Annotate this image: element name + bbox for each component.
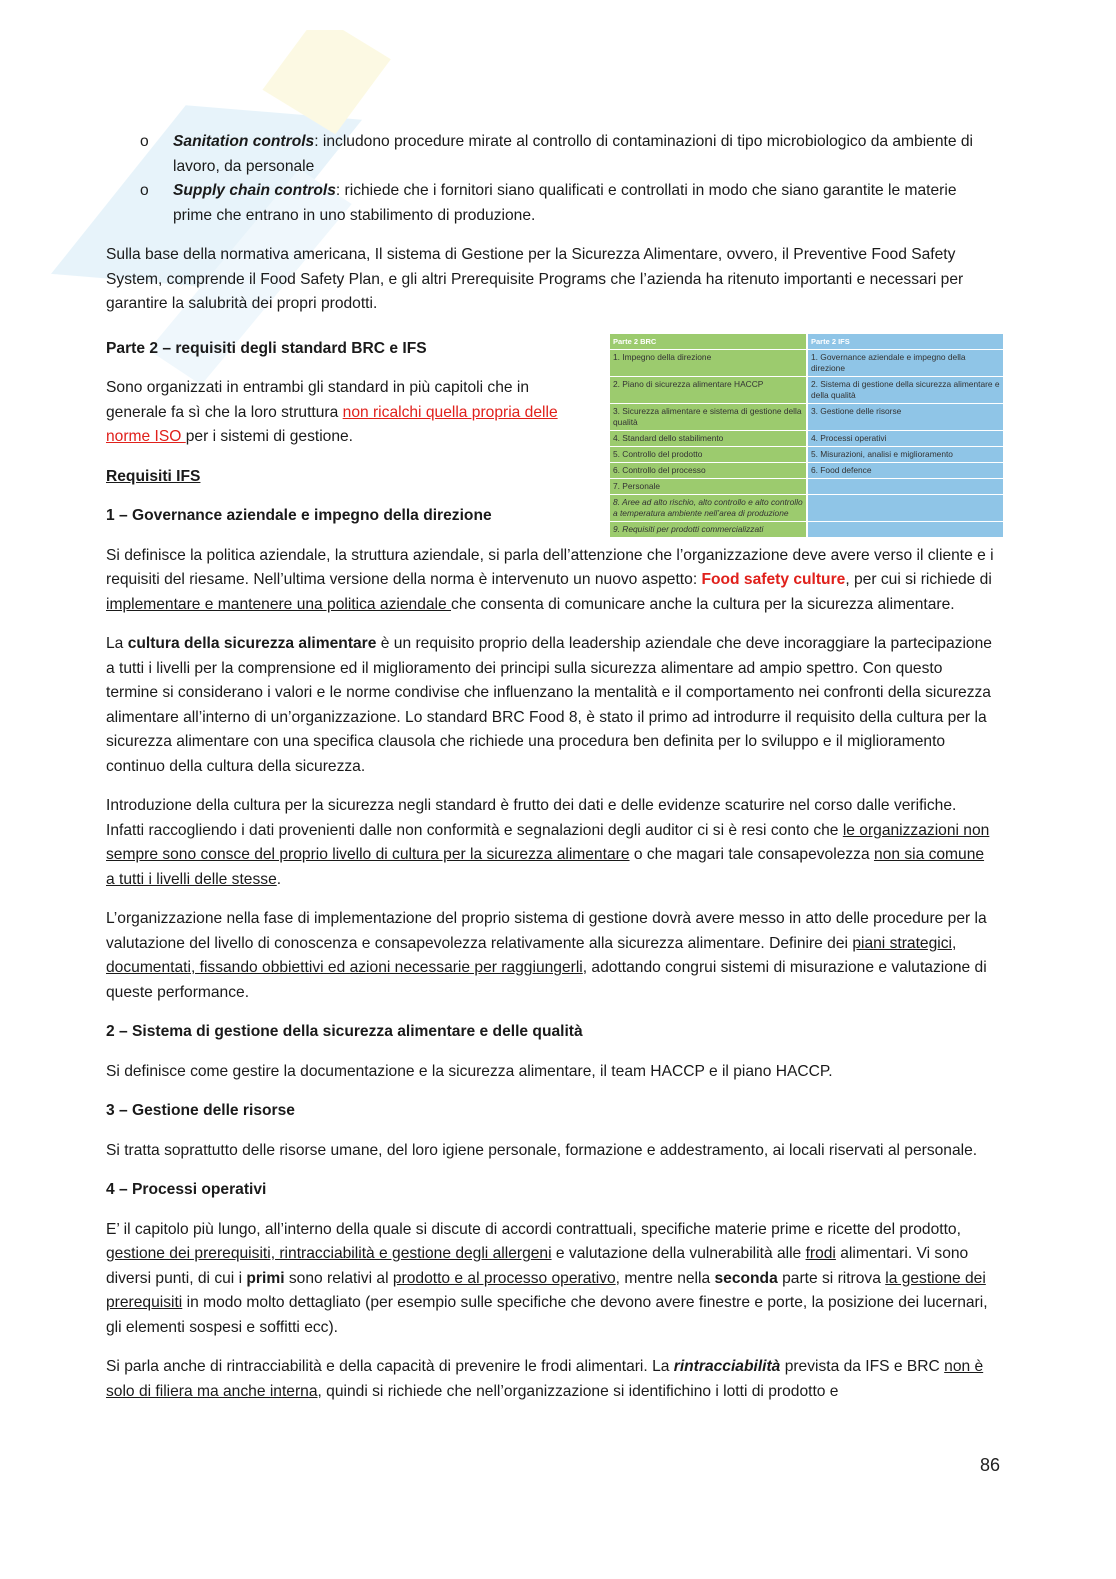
table-cell-brc: 9. Requisiti per prodotti commercializzati xyxy=(610,522,807,538)
page-content xyxy=(106,130,996,1419)
section1-paragraph-2: La cultura della sicurezza alimentare è un requisito proprio della leadership aziendale che deve incoraggiare la partecipazione a tutti i livelli per la comprensione ed il miglioramento dei principi sulla sicurezza alimentare ad ampio spettro. Con questo termine si considerano i valori e le norme condivise che influenzano la mentalità e il comportamento nei confronti della sicurezza alimentare all’interno di un’organizzazione. Lo standard BRC Food 8, è stato il primo ad introdurre il requisito della cultura per la sicurezza alimentare con una specifica clausola che richiede una procedura ben definita per lo sviluppo e il miglioramento continuo della cultura della sicurezza. xyxy=(106,635,992,775)
table-row xyxy=(610,404,1003,431)
page-number: 86 xyxy=(980,1455,1001,1475)
table-row xyxy=(610,350,1003,377)
table-cell-ifs: 3. Gestione delle risorse xyxy=(807,404,1003,431)
section4-heading: 4 – Processi operativi xyxy=(106,1181,267,1198)
section1-paragraph-3: Introduzione della cultura per la sicurezza negli standard è frutto dei dati e delle evidenze scaturire nel corso dalle verifiche. Infatti raccogliendo i dati provenienti dalle non conformità e segnalazioni degli auditor ci si è resi conto che le organizzazioni non sempre sono consce del proprio livello di cultura per la sicurezza alimentare o che magari tale consapevolezza non sia comune a tutti i livelli delle stesse. xyxy=(106,797,990,888)
table-header-row xyxy=(610,334,1003,350)
table-cell-ifs: 2. Sistema di gestione della sicurezza alimentare e della qualità xyxy=(807,377,1003,404)
table-cell-ifs xyxy=(807,522,1003,538)
table-cell-ifs xyxy=(807,495,1003,522)
table-cell-ifs xyxy=(807,479,1003,495)
table-cell-brc: 6. Controllo del processo xyxy=(610,463,807,479)
section2-heading: 2 – Sistema di gestione della sicurezza alimentare e delle qualità xyxy=(106,1023,583,1040)
table-row xyxy=(610,522,1003,538)
parte2-red-link: non ricalchi quella propria delle norme ISO xyxy=(106,403,558,445)
section1-paragraph-4: L’organizzazione nella fase di implementazione del proprio sistema di gestione dovrà avere messo in atto delle procedure per la valutazione del livello di conoscenza e consapevolezza relativamente alla sicurezza alimentare. Definire dei piani strategici, documentati, fissando obbiettivi ed azioni necessarie per raggiungerli, adottando congrui sistemi di misurazione e valutazione di queste performance. xyxy=(106,910,987,1001)
table-cell-brc: 4. Standard dello stabilimento xyxy=(610,431,807,447)
table-cell-brc: 5. Controllo del prodotto xyxy=(610,447,807,463)
intro-paragraph: Sulla base della normativa americana, Il sistema di Gestione per la Sicurezza Alimentare, ovvero, il Preventive Food Safety System, comprende il Food Safety Plan, e gli altri Prerequisite Programs che l’azienda ha ritenuto importanti e necessari per garantire la salubrità dei propri prodotti. xyxy=(106,246,964,312)
section3-heading: 3 – Gestione delle risorse xyxy=(106,1102,295,1119)
section3-paragraph: Si tratta soprattutto delle risorse umane, del loro igiene personale, formazione e addestramento, ai locali riservati al personale. xyxy=(106,1141,978,1159)
table-cell-ifs: 4. Processi operativi xyxy=(807,431,1003,447)
section4-paragraph-1: E’ il capitolo più lungo, all’interno della quale si discute di accordi contrattuali, specifiche materie prime e ricette del prodotto, gestione dei prerequisiti, rintracciabilità e gestione degli allergeni e valutazione della vulnerabilità alle frodi alimentari. Vi sono diversi punti, di cui i primi sono relativi al prodotto e al processo operativo, mentre nella seconda parte si ritrova la gestione dei prerequisiti in modo molto dettagliato (per esempio sulle specifiche che devono avere finestre e porte, la posizione dei lucernari, gli elementi sospesi e soffitti ecc). xyxy=(106,1220,988,1336)
bullet-text: : richiede che i fornitori siano qualificati e controllati in modo che siano garantite le materie prime che entrano in uno stabilimento di produzione. xyxy=(173,182,957,224)
table-row xyxy=(610,495,1003,522)
parte2-heading: Parte 2 – requisiti degli standard BRC e IFS xyxy=(106,339,427,357)
table-row xyxy=(610,463,1003,479)
table-row xyxy=(610,377,1003,404)
table-header-brc: Parte 2 BRC xyxy=(610,334,807,350)
section1-heading: 1 – Governance aziendale e impegno della direzione xyxy=(106,507,492,524)
table-cell-brc: 2. Piano di sicurezza alimentare HACCP xyxy=(610,377,807,404)
table-cell-ifs: 6. Food defence xyxy=(807,463,1003,479)
bullet-text: : includono procedure mirate al controllo di contaminazioni di tipo microbiologico da ambiente di lavoro, da personale xyxy=(173,133,974,175)
section4-paragraph-2: Si parla anche di rintracciabilità e della capacità di prevenire le frodi alimentari. La rintracciabilità prevista da IFS e BRC non è solo di filiera ma anche interna, quindi si richiede che nell’organizzazione si identifichino i lotti di prodotto e xyxy=(106,1358,984,1400)
table-row xyxy=(610,431,1003,447)
section2-paragraph: Si definisce come gestire la documentazione e la sicurezza alimentare, il team HACCP e il piano HACCP. xyxy=(106,1062,833,1080)
bullet-term: Sanitation controls xyxy=(173,133,315,150)
requisiti-ifs-heading: Requisiti IFS xyxy=(106,467,201,485)
brc-ifs-comparison-table xyxy=(610,334,1003,538)
parte2-paragraph: Sono organizzati in entrambi gli standard in più capitoli che in generale fa sì che la loro struttura non ricalchi quella propria delle norme ISO per i sistemi di gestione. xyxy=(106,379,558,445)
section1-paragraph-1: Si definisce la politica aziendale, la struttura aziendale, si parla dell’attenzione che l’organizzazione deve avere verso il cliente e i requisiti del riesame. Nell’ultima versione della norma è intervenuto un nuovo aspetto: Food safety culture, per cui si richiede di implementare e mantenere una politica aziendale che consenta di comunicare anche la cultura per la sicurezza alimentare. xyxy=(106,546,994,613)
table-cell-brc: 1. Impegno della direzione xyxy=(610,350,807,377)
table-cell-ifs: 1. Governance aziendale e impegno della direzione xyxy=(807,350,1003,377)
table-cell-brc: 7. Personale xyxy=(610,479,807,495)
table-header-ifs: Parte 2 IFS xyxy=(807,334,1003,350)
table-row xyxy=(610,479,1003,495)
bullet-marker: o xyxy=(140,182,149,199)
bullet-term: Supply chain controls xyxy=(173,182,336,199)
table-cell-ifs: 5. Misurazioni, analisi e miglioramento xyxy=(807,447,1003,463)
table-row xyxy=(610,447,1003,463)
table-cell-brc: 3. Sicurezza alimentare e sistema di gestione della qualità xyxy=(610,404,807,431)
food-safety-culture-term: Food safety culture xyxy=(701,571,846,588)
table-cell-brc: 8. Aree ad alto rischio, alto controllo e alto controllo a temperatura ambiente nell’area di produzione xyxy=(610,495,807,522)
bullet-item xyxy=(106,179,996,228)
bullet-item xyxy=(106,130,996,179)
bullet-marker: o xyxy=(140,133,149,150)
